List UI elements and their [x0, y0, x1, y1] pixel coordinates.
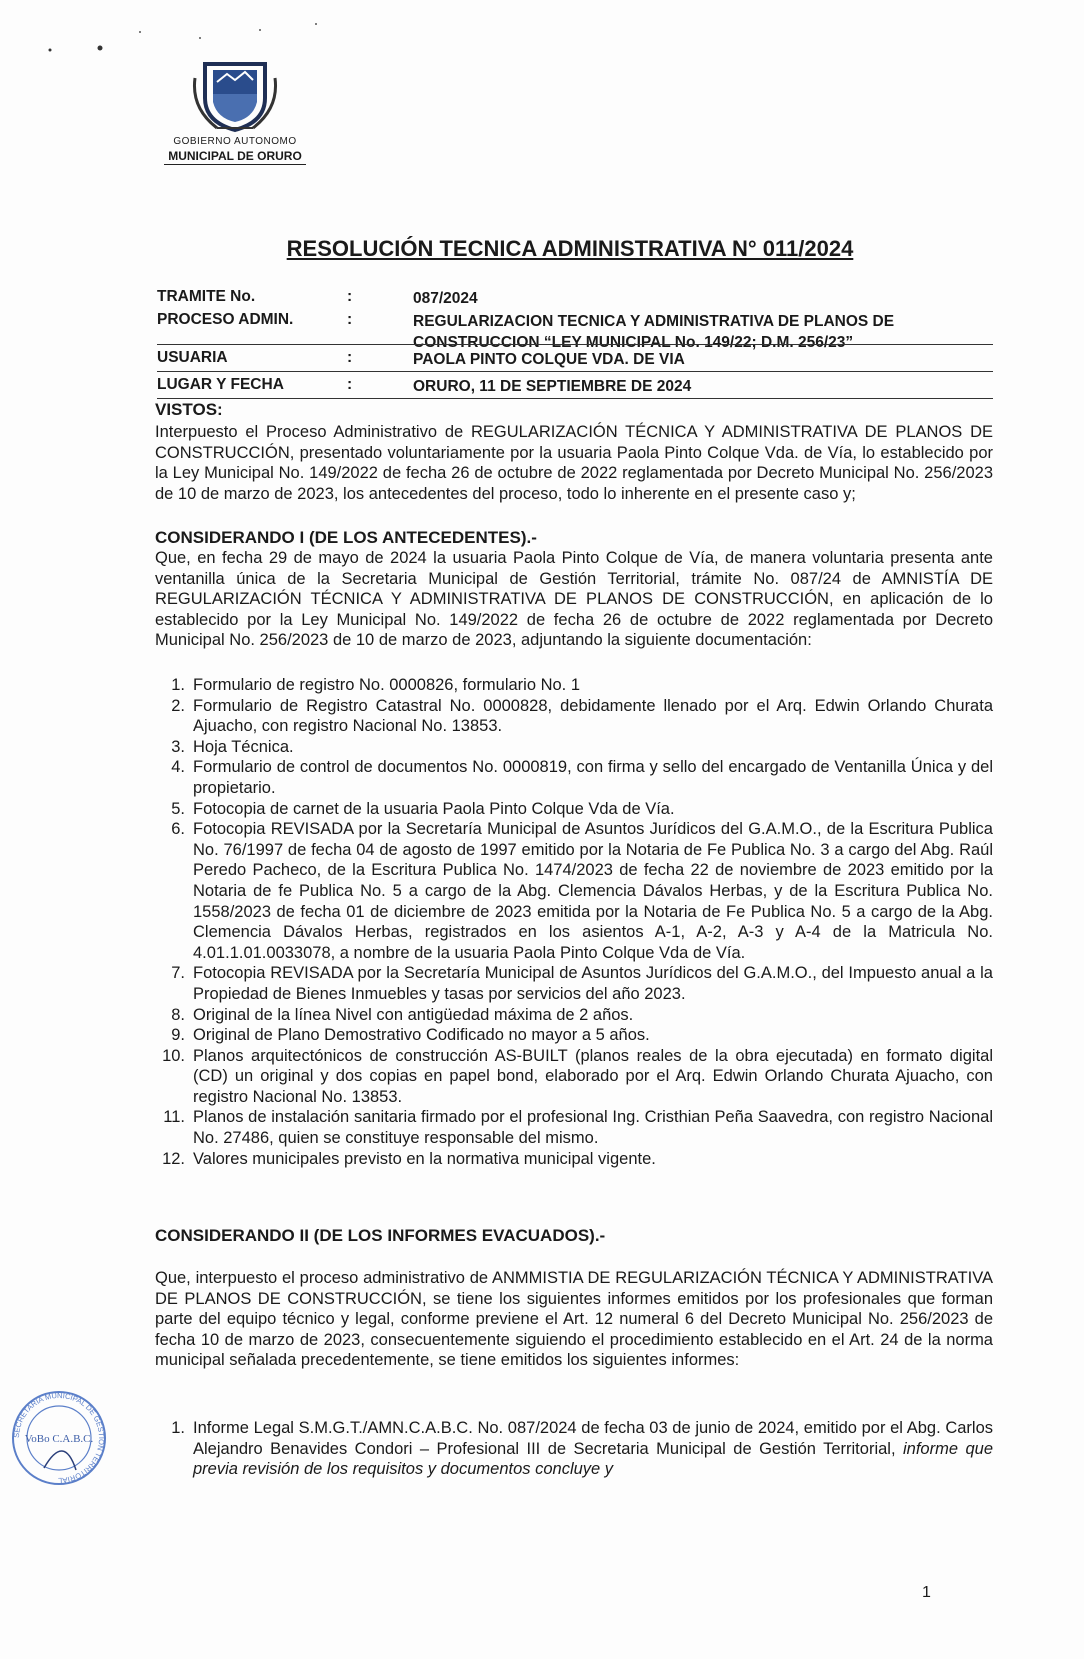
list-text: Informe Legal S.M.G.T./AMN.C.A.B.C. No. 087/2024 de fecha 03 de junio de 2024, emitido por el Abg. Carlos Alejandro Benavides Condori – Profesional III de Secretaria Municipal de Gestión Territorial, — [193, 1419, 993, 1458]
list-number: 11. — [163, 1108, 185, 1127]
informes-list — [155, 1418, 993, 1480]
list-text: Original de la línea Nivel con antigüedad máxima de 2 años. — [193, 1005, 634, 1024]
section-heading-considerando-1: CONSIDERANDO I (DE LOS ANTECEDENTES).- — [155, 528, 537, 547]
list-item — [155, 819, 993, 963]
meta-value: PAOLA PINTO COLQUE VDA. DE VIA — [413, 351, 685, 368]
list-number: 9. — [171, 1026, 185, 1045]
section-heading-considerando-2: CONSIDERANDO II (DE LOS INFORMES EVACUADOS).- — [155, 1226, 606, 1245]
list-text: Formulario de control de documentos No. 0000819, con firma y sello del encargado de Ventanilla Única y del propietario. — [193, 758, 993, 797]
meta-colon: : — [347, 349, 353, 366]
list-item — [155, 675, 993, 696]
meta-value: REGULARIZACION TECNICA Y ADMINISTRATIVA DE PLANOS DE CONSTRUCCION “LEY MUNICIPAL No. 149/22; D.M. 256/23” — [413, 313, 895, 351]
list-text: Planos de instalación sanitaria firmado por el profesional Ing. Cristhian Peña Saavedra, con registro Nacional No. 27486, quien se constituye responsable del mismo. — [193, 1108, 993, 1148]
list-item — [155, 1107, 993, 1148]
list-number: 1. — [171, 676, 185, 694]
list-number: 12. — [162, 1149, 185, 1168]
considerando-1-paragraph: Que, en fecha 29 de mayo de 2024 la usuaria Paola Pinto Colque de Vía, de manera voluntaria presenta ante ventanilla única de la Secretaria Municipal de Gestión Territorial, trámite No. 087/24 de AMNISTÍA DE REGULARIZACIÓN TÉCNICA Y ADMINISTRATIVA DE PLANOS DE CONSTRUCCIÓN, en aplicación de lo establecido por la Ley Municipal No. 149/2022 de fecha 26 de octubre de 2022 reglamentada por Decreto Municipal No. 256/2023 de 10 de marzo de 2023, adjuntando la siguiente documentación: — [155, 549, 993, 650]
meta-colon: : — [347, 288, 353, 305]
list-number: 7. — [171, 964, 185, 983]
list-item — [155, 1025, 993, 1046]
list-number: 8. — [171, 1005, 185, 1024]
list-number: 1. — [171, 1419, 185, 1437]
list-text: Valores municipales previsto en la normativa municipal vigente. — [193, 1149, 656, 1168]
meta-label: TRAMITE No. — [157, 288, 256, 305]
list-number: 4. — [171, 758, 185, 777]
list-text: Fotocopia de carnet de la usuaria Paola Pinto Colque Vda de Vía. — [193, 799, 675, 818]
list-text-italic: informe que previa revisión de los requisitos y documentos concluye y — [193, 1439, 993, 1479]
meta-colon: : — [347, 311, 353, 328]
list-text: Fotocopia REVISADA por la Secretaría Municipal de Asuntos Jurídicos del G.A.M.O., de la Escritura Publica No. 76/1997 de fecha 04 de agosto de 1997 emitido por la Notaria de Fe Publica No. 3 a cargo del Abg. Raúl Peredo Pacheco, de la Escritura Publica No. 1474/2023 de fecha 22 de noviembre de 2023 emitido por la Notaria de fe Publica No. 5 a cargo de la Abg. Clemencia Dávalos Herbas, y de la Escritura Publica No. 1558/2023 de fecha 01 de diciembre de 2023 emitida por la Notaria de Fe Publica No. 5 a cargo de la Abg. Clemencia Dávalos Herbas, registrados en los asientos A-1, A-2, A-3 y A-4 de la Matricula No. 4.01.1.01.0033078, a nombre de la usuaria Paola Pinto Colque Vda de Vía. — [193, 820, 993, 962]
list-text: Original de Plano Demostrativo Codificado no mayor a 5 años. — [193, 1026, 650, 1045]
list-number: 6. — [171, 820, 185, 839]
list-item — [155, 696, 993, 737]
stamp-ring-text: SECRETARIA MUNICIPAL DE GESTION TERRITORIAL — [11, 1390, 107, 1486]
logo-text-line1: GOBIERNO AUTONOMO — [173, 136, 297, 147]
page-number: 1 — [922, 1584, 931, 1601]
list-item — [155, 737, 993, 758]
list-text: Formulario de registro No. 0000826, formulario No. 1 — [193, 676, 581, 694]
meta-colon: : — [347, 376, 353, 393]
document-list — [155, 675, 993, 1169]
list-item — [155, 1005, 993, 1026]
list-item — [155, 1046, 993, 1108]
list-item — [155, 1418, 993, 1480]
coat-of-arms-icon — [187, 58, 283, 134]
logo-text-line2: MUNICIPAL DE ORURO — [164, 149, 306, 165]
vistos-paragraph: Interpuesto el Proceso Administrativo de REGULARIZACIÓN TÉCNICA Y ADMINISTRATIVA DE PLANOS DE CONSTRUCCIÓN, presentado voluntariamente por la usuaria Paola Pinto Colque Vda. de Vía, lo establecido por la Ley Municipal No. 149/2022 de fecha 26 de octubre de 2022 reglamentada por Decreto Municipal No. 256/2023 de 10 de marzo de 2023, los antecedentes del proceso, todo lo inherente en el presente caso y; — [155, 423, 993, 503]
document-title: RESOLUCIÓN TECNICA ADMINISTRATIVA N° 011/2024 — [286, 236, 854, 261]
meta-value: ORURO, 11 DE SEPTIEMBRE DE 2024 — [413, 378, 692, 395]
meta-value: 087/2024 — [413, 290, 478, 307]
divider — [157, 398, 993, 399]
list-item — [155, 757, 993, 798]
list-number: 3. — [171, 737, 185, 756]
list-number: 5. — [171, 799, 185, 818]
considerando-2-paragraph: Que, interpuesto el proceso administrativo de ANMMISTIA DE REGULARIZACIÓN TÉCNICA Y ADMINISTRATIVA DE PLANOS DE CONSTRUCCIÓN, se tiene los siguientes informes emitidos por los profesionales que forman parte del equipo técnico y legal, conforme previene el Art. 12 numeral 6 del Decreto Municipal No. 256/2023 de fecha 10 de marzo de 2023, consecuentemente siguiendo el procedimiento establecido en el Art. 24 de la norma municipal señalada precedentemente, se tiene emitidos los siguientes informes: — [155, 1269, 993, 1370]
list-item — [155, 1149, 993, 1170]
list-number: 2. — [171, 696, 185, 715]
meta-label: LUGAR Y FECHA — [157, 376, 284, 393]
list-number: 10. — [162, 1046, 185, 1065]
list-item — [155, 963, 993, 1004]
divider — [157, 344, 993, 345]
meta-label: USUARIA — [157, 349, 228, 366]
municipal-logo — [150, 58, 320, 165]
stamp-center-text: VoBo C.A.B.C. — [24, 1433, 94, 1445]
divider — [157, 371, 993, 372]
list-text: Planos arquitectónicos de construcción AS-BUILT (planos reales de la obra ejecutada) en formato digital (CD) un original y dos copias en papel bond, elaborado por el Arq. Edwin Orlando Churata Ajuacho, con registro Nacional No. 13853. — [193, 1046, 993, 1106]
section-heading-vistos: VISTOS: — [155, 400, 223, 419]
meta-label: PROCESO ADMIN. — [157, 311, 294, 328]
list-text: Formulario de Registro Catastral No. 0000828, debidamente llenado por el Arq. Edwin Orlando Churata Ajuacho, con registro Nacional No. 13853. — [193, 696, 993, 736]
list-text: Fotocopia REVISADA por la Secretaría Municipal de Asuntos Jurídicos del G.A.M.O., del Impuesto anual a la Propiedad de Bienes Inmuebles y tasas por servicios del año 2023. — [193, 964, 993, 1003]
official-stamp — [4, 1388, 114, 1488]
list-item — [155, 799, 993, 820]
list-text: Hoja Técnica. — [193, 737, 294, 756]
